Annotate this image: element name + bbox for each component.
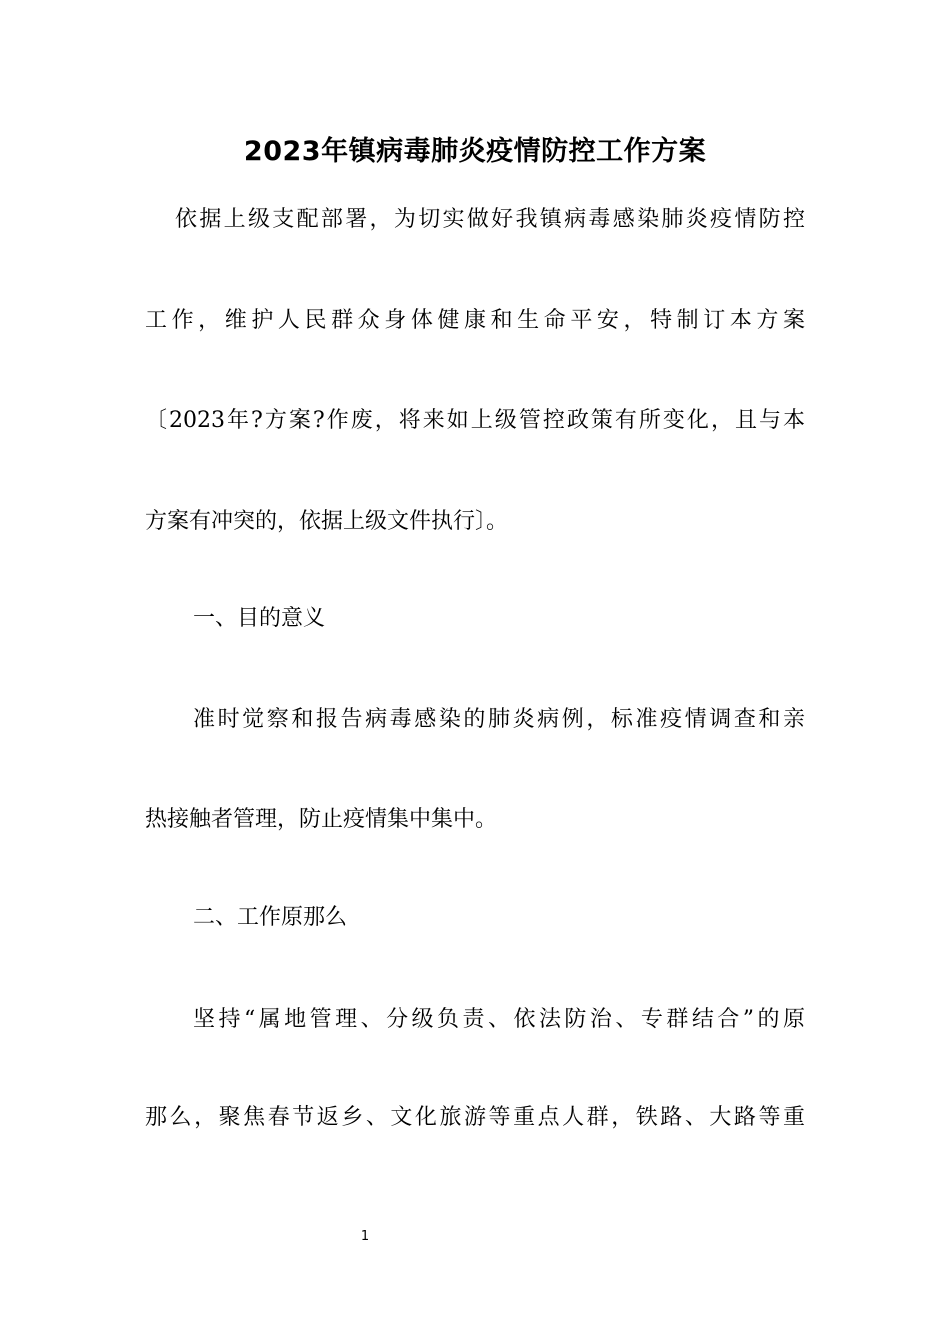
paragraph-line: 依据上级支配部署，为切实做好我镇病毒感染肺炎疫情防控	[175, 207, 805, 232]
paragraph-line: 坚持“属地管理、分级负责、依法防治、专群结合”的原	[193, 1007, 805, 1032]
paragraph-line: 那么，聚焦春节返乡、文化旅游等重点人群，铁路、大路等重	[145, 1105, 805, 1130]
paragraph-line: 准时觉察和报告病毒感染的肺炎病例，标准疫情调查和亲	[193, 707, 805, 732]
document-title: 2023年镇病毒肺炎疫情防控工作方案	[243, 136, 707, 167]
paragraph-line: 方案有冲突的，依据上级文件执行〕。	[145, 509, 509, 534]
section-heading: 二、工作原那么	[193, 905, 348, 930]
paragraph-line: 热接触者管理，防止疫情集中集中。	[145, 807, 498, 832]
section-heading: 一、目的意义	[193, 606, 326, 631]
paragraph-line: 〔2023年?方案?作废，将来如上级管控政策有所变化，且与本	[145, 408, 805, 433]
page-number: 1	[360, 1229, 370, 1244]
paragraph-line: 工作，维护人民群众身体健康和生命平安，特制订本方案	[145, 308, 805, 333]
